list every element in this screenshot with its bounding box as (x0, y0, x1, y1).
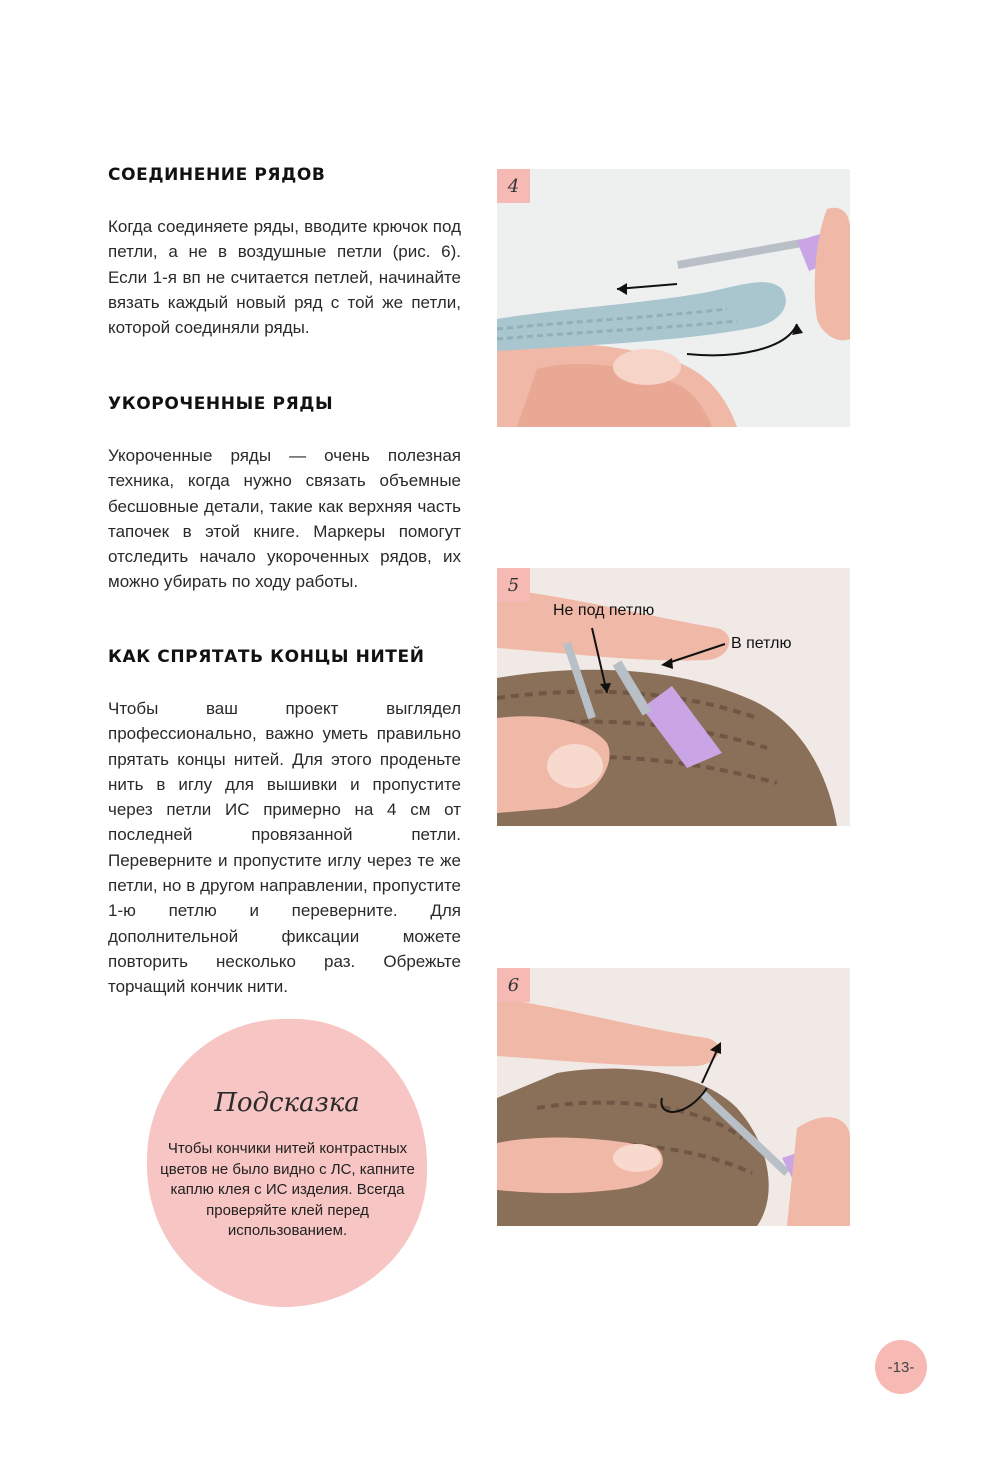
section-heading-joining-rows: СОЕДИНЕНИЕ РЯДОВ (108, 165, 326, 185)
section-text-short-rows: Укороченные ряды — очень полезная техника, когда нужно связать объемные бесшовные детали, такие как верхняя часть тапочек в этой книге. Маркеры помогут отследить начало укороченных рядов, их можно убирать по ходу работы. (108, 446, 461, 592)
photo-6 (497, 968, 850, 1226)
photo-5 (497, 568, 850, 826)
section-heading-short-rows: УКОРОЧЕННЫЕ РЯДЫ (108, 394, 334, 414)
page-number: -13- (875, 1340, 927, 1394)
label-into-loop: В петлю (731, 635, 792, 652)
photo-6-number-badge: 6 (497, 968, 530, 1002)
section-text-hide-ends: Чтобы ваш проект выглядел профессионально, важно уметь правильно прятать концы нитей. Для этого проденьте нить в иглу для вышивки и пропустите через петли ИС примерно на 4 см от последней провязанной петли. Переверните и пропустите иглу через те же петли, но в другом направлении, пропустите 1-ю петлю и переверните. Для дополнительной фиксации можете повторить несколько раз. Обрежьте торчащий кончик нити. (108, 699, 461, 997)
photo-5-number-badge: 5 (497, 568, 530, 602)
photo-6-illustration (497, 968, 850, 1226)
section-text-joining-rows: Когда соединяете ряды, вводите крючок под петли, а не в воздушные петли (рис. 6). Если 1-я вп не считается петлей, начинайте вязать каждый новый ряд с той же петли, которой соединяли ряды. (108, 217, 461, 338)
tip-title: Подсказка (214, 1088, 360, 1118)
tip-text: Чтобы кончики нитей контрастных цветов не было видно с ЛС, капните каплю клея с ИС изделия. Всегда проверяйте клей перед использованием. (160, 1140, 415, 1239)
photo-4-number-badge: 4 (497, 169, 530, 203)
label-not-under-loop: Не под петлю (553, 602, 655, 619)
photo-4 (497, 169, 850, 427)
photo-4-illustration (497, 169, 850, 427)
section-heading-hide-ends: КАК СПРЯТАТЬ КОНЦЫ НИТЕЙ (108, 647, 425, 667)
photo-5-illustration (497, 568, 850, 826)
